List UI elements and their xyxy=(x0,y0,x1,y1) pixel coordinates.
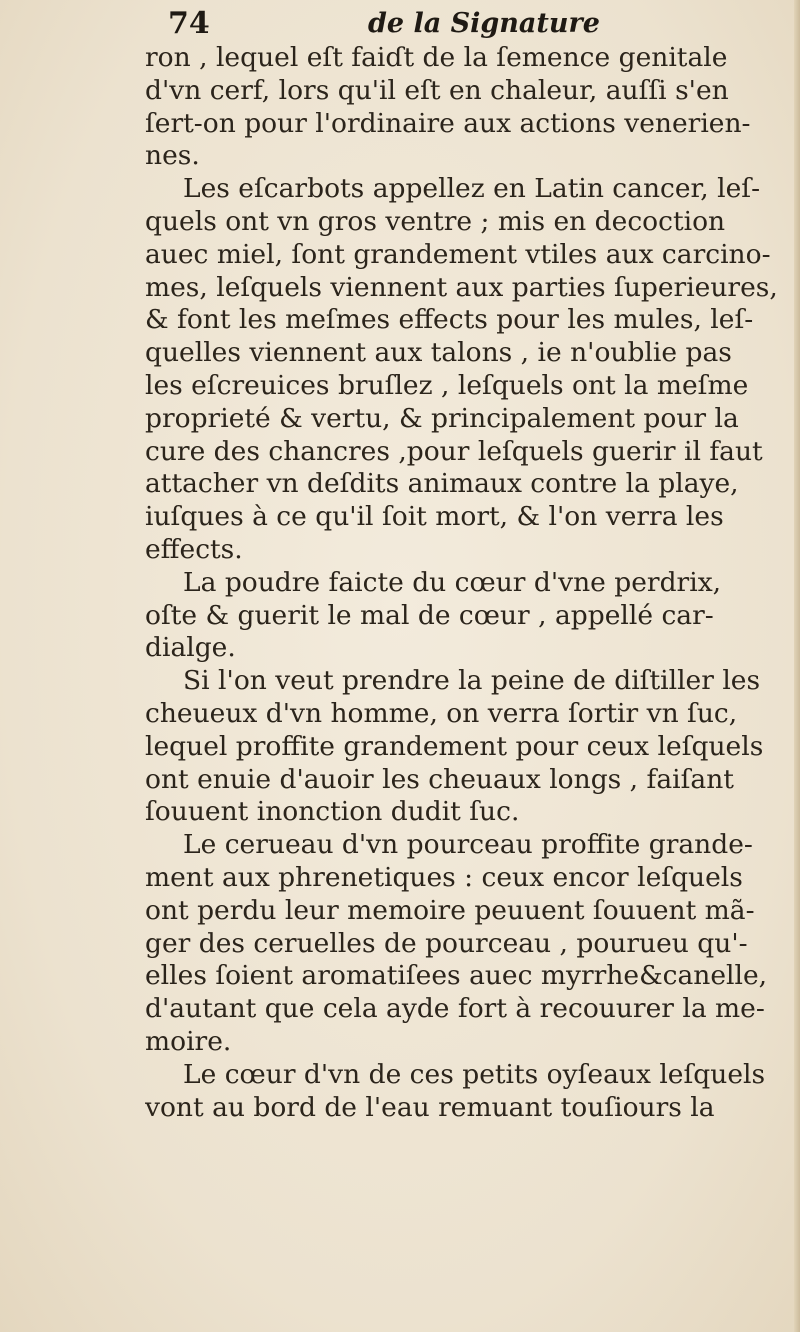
page-header xyxy=(168,6,728,46)
text-line: dialge. xyxy=(145,632,236,664)
text-line: ment aux phrenetiques : ceux encor leſquels xyxy=(145,861,743,893)
text-line: iuſques à ce qu'il ſoit mort, & l'on verra les xyxy=(145,501,724,533)
text-line: quelles viennent aux talons , ie n'oublie pas xyxy=(145,337,732,369)
text-line: ont perdu leur memoire peuuent ſouuent mã- xyxy=(145,894,755,926)
text-line: & font les meſmes effects pour les mules, leſ- xyxy=(145,304,754,336)
text-line: ſouuent inonction dudit ſuc. xyxy=(145,796,520,828)
text-line: cure des chancres ,pour leſquels guerir il faut xyxy=(145,435,763,467)
text-line: Le cœur d'vn de ces petits oyſeaux leſquels xyxy=(183,1058,766,1090)
text-line: moire. xyxy=(145,1025,232,1057)
text-line: oſte & guerit le mal de cœur , appellé car- xyxy=(145,599,714,631)
text-line: proprieté & vertu, & principalement pour la xyxy=(145,402,739,434)
text-line: ſert-on pour l'ordinaire aux actions venerien- xyxy=(145,107,751,139)
text-line: Le cerueau d'vn pourceau proffite grande- xyxy=(183,829,753,861)
text-line: nes. xyxy=(145,140,200,172)
text-line: d'autant que cela ayde fort à recouurer la me- xyxy=(145,993,765,1025)
text-line: Si l'on veut prendre la peine de diſtiller les xyxy=(183,665,761,697)
text-line: auec miel, ſont grandement vtiles aux carcino- xyxy=(145,238,771,270)
page-number: 74 xyxy=(168,6,210,41)
text-line: les eſcreuices bruſlez , leſquels ont la meſme xyxy=(145,369,749,401)
running-head: de la Signature xyxy=(368,8,600,39)
text-line: d'vn cerf, lors qu'il eſt en chaleur, auſſi s'en xyxy=(145,74,729,106)
text-line: ron , lequel eſt faiɗt de la ſemence genitale xyxy=(145,42,728,73)
text-line: quels ont vn gros ventre ; mis en decoction xyxy=(145,205,726,237)
text-line: attacher vn deſdits animaux contre la playe, xyxy=(145,468,739,500)
page-edge xyxy=(794,0,800,1332)
text-line: ger des ceruelles de pourceau , pourueu qu'- xyxy=(145,927,748,959)
text-line: Les eſcarbots appellez en Latin cancer, leſ- xyxy=(183,173,761,205)
body-text xyxy=(145,42,785,1124)
text-line: vont au bord de l'eau remuant touſiours la xyxy=(145,1091,715,1123)
text-line: elles ſoient aromatiſees auec myrrhe&canelle, xyxy=(145,960,768,992)
text-line: La poudre faicte du cœur d'vne perdrix, xyxy=(183,566,722,598)
text-line: cheueux d'vn homme, on verra ſortir vn ſuc, xyxy=(145,697,738,729)
text-line: mes, leſquels viennent aux parties ſuperieures, xyxy=(145,271,778,303)
text-line: ont enuie d'auoir les cheuaux longs , faiſant xyxy=(145,763,734,795)
text-line: effects. xyxy=(145,533,243,565)
text-line: lequel proffite grandement pour ceux leſquels xyxy=(145,730,764,762)
